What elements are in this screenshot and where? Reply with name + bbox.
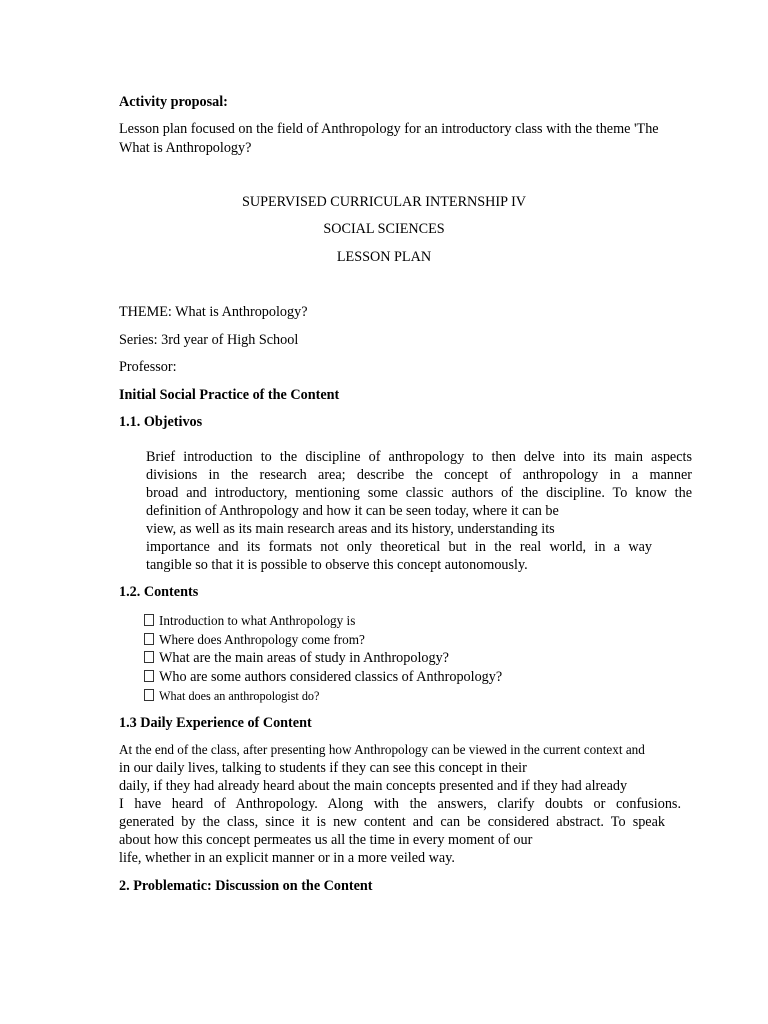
daily-line: life, whether in an explicit manner or in a more veiled way. (119, 850, 455, 866)
objectives-heading: 1.1. Objetivos (119, 414, 203, 430)
initial-practice-heading: Initial Social Practice of the Content (119, 387, 340, 403)
daily-line: generated by the class, since it is new content and can be considered abstract. To speak (119, 814, 665, 830)
daily-line: I have heard of Anthropology. Along with the answers, clarify doubts or confusions. (119, 796, 681, 812)
checkbox-icon (144, 651, 154, 663)
list-item-label: What are the main areas of study in Anthropology? (159, 650, 449, 666)
contents-heading: 1.2. Contents (119, 584, 199, 600)
daily-paragraph (119, 741, 682, 867)
objectives-line: divisions in the research area; describe the concept of anthropology in a manner (146, 467, 692, 483)
list-item-label: Where does Anthropology come from? (159, 632, 365, 647)
series-line: Series: 3rd year of High School (119, 332, 299, 348)
daily-heading: 1.3 Daily Experience of Content (119, 715, 312, 731)
objectives-line: importance and its formats not only theoretical but in the real world, in a way (146, 539, 652, 555)
professor-line: Professor: (119, 359, 177, 375)
activity-line-1: Lesson plan focused on the field of Anthropology for an introductory class with the theme 'The (119, 121, 659, 137)
list-item-label: What does an anthropologist do? (159, 689, 320, 703)
list-item-label: Introduction to what Anthropology is (159, 613, 356, 628)
theme-line: THEME: What is Anthropology? (119, 304, 308, 320)
objectives-line: tangible so that it is possible to observe this concept autonomously. (146, 557, 528, 573)
header-lesson-plan: LESSON PLAN (336, 249, 432, 265)
list-item (144, 649, 502, 668)
objectives-line: view, as well as its main research areas and its history, understanding its (146, 521, 555, 537)
header-social-sciences: SOCIAL SCIENCES (323, 221, 445, 237)
checkbox-icon (144, 614, 154, 626)
activity-line-2: What is Anthropology? (119, 140, 252, 156)
problematic-heading: 2. Problematic: Discussion on the Content (119, 878, 373, 894)
contents-list (144, 611, 502, 706)
list-item (144, 687, 502, 706)
list-item-label: Who are some authors considered classics of Anthropology? (159, 669, 503, 685)
checkbox-icon (144, 670, 154, 682)
objectives-line: Brief introduction to the discipline of anthropology to then delve into its main aspects (146, 449, 692, 465)
checkbox-icon (144, 633, 154, 645)
daily-line: At the end of the class, after presenting how Anthropology can be viewed in the current context and (119, 742, 645, 757)
daily-line: about how this concept permeates us all the time in every moment of our (119, 832, 533, 848)
daily-line: in our daily lives, talking to students if they can see this concept in their (119, 760, 527, 776)
objectives-line: broad and introductory, mentioning some classic authors of the discipline. To know the (146, 485, 692, 501)
objectives-line: definition of Anthropology and how it can be seen today, where it can be (146, 503, 559, 519)
header-internship: SUPERVISED CURRICULAR INTERNSHIP IV (241, 194, 527, 210)
list-item (144, 668, 502, 687)
list-item (144, 630, 502, 649)
list-item (144, 611, 502, 630)
daily-line: daily, if they had already heard about the main concepts presented and if they had already (119, 778, 628, 794)
checkbox-icon (144, 689, 154, 701)
objectives-paragraph (146, 448, 692, 574)
activity-heading: Activity proposal: (119, 94, 228, 110)
